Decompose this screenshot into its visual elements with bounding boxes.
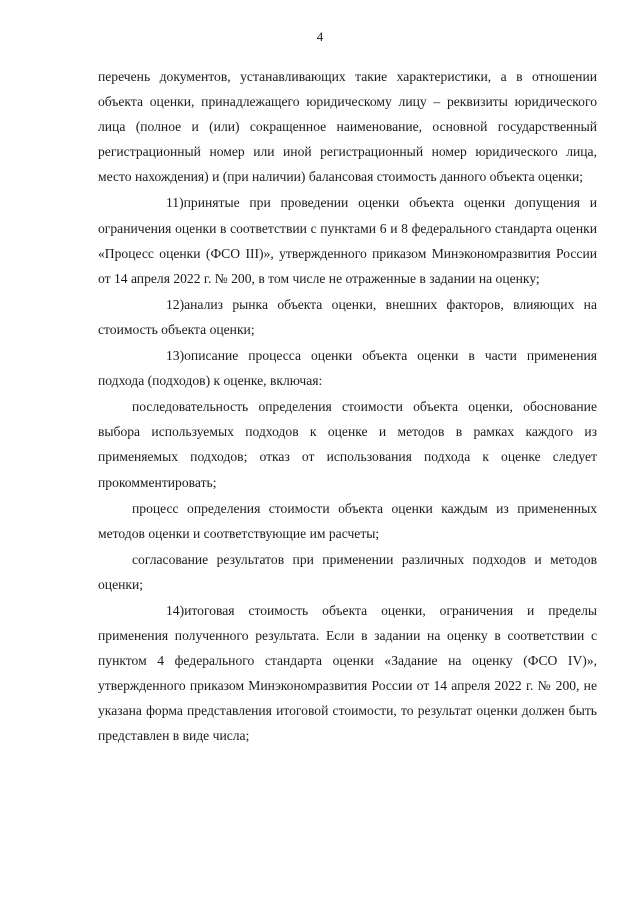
sub-paragraph <box>98 547 597 597</box>
list-item-14 <box>98 598 597 749</box>
list-item-13 <box>98 343 597 393</box>
sub-paragraph <box>98 394 597 494</box>
document-body <box>98 64 597 749</box>
sub-paragraph-text: последовательность определения стоимости объекта оценки, обоснование выбора используемых подходов к оценке и методов в рамках каждого из применяемых подходов; отказ от использования подхода к оценке следует прокомментировать; <box>98 399 597 490</box>
paragraph-text: перечень документов, устанавливающих такие характеристики, а в отношении объекта оценки, принадлежащего юридическому лицу – реквизиты юридического лица (полное и (или) сокращенное наименование, основной государственный регистрационный номер или иной регистрационный номер юридического лица, место нахождения) и (при наличии) балансовая стоимость данного объекта оценки; <box>98 69 597 185</box>
list-item-number: 12) <box>166 296 185 312</box>
page-number: 4 <box>316 29 324 44</box>
list-item-number: 11) <box>166 195 184 211</box>
list-item-11 <box>98 190 597 290</box>
list-item-text: принятые при проведении оценки объекта оценки допущения и ограничения оценки в соответствии с пунктами 6 и 8 федерального стандарта оценки «Процесс оценки (ФСО III)», утвержденного приказом Минэкономразвития России от 14 апреля 2022 г. № 200, в том числе не отраженные в задании на оценку; <box>98 195 597 286</box>
list-item-12 <box>98 292 597 342</box>
list-item-text: итоговая стоимость объекта оценки, ограничения и пределы применения полученного результата. Если в задании на оценку в соответствии с пунктом 4 федерального стандарта оценки «Задание на оценку (ФСО IV)», утвержденного приказом Минэкономразвития России от 14 апреля 2022 г. № 200, не указана форма представления итоговой стоимости, то результат оценки должен быть представлен в виде числа; <box>98 602 597 744</box>
list-item-text: описание процесса оценки объекта оценки в части применения подхода (подходов) к оценке, включая: <box>98 348 597 389</box>
sub-paragraph-text: процесс определения стоимости объекта оценки каждым из примененных методов оценки и соответствующие им расчеты; <box>98 500 597 541</box>
sub-paragraph <box>98 496 597 546</box>
sub-paragraph-text: согласование результатов при применении различных подходов и методов оценки; <box>98 551 597 592</box>
list-item-number: 13) <box>166 348 185 364</box>
paragraph-continuation <box>98 64 597 189</box>
list-item-text: анализ рынка объекта оценки, внешних факторов, влияющих на стоимость объекта оценки; <box>98 296 597 337</box>
list-item-number: 14) <box>166 602 185 618</box>
